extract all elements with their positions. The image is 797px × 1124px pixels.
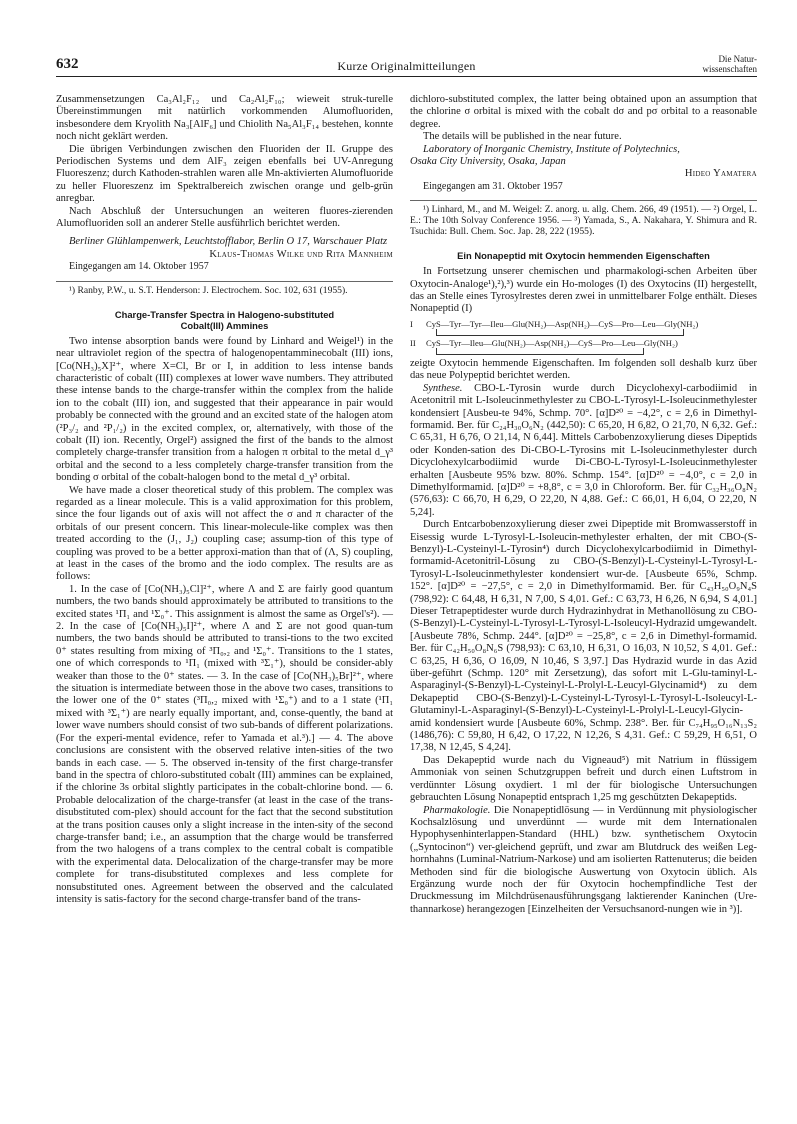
paragraph: 1. In the case of [Co(NH₃)₅Cl]²⁺, where Λ and Σ are fairly good quantum numbers, the two bands should approximately be attributed to transitions to the excited states ¹Π₁ and ¹Σ₀⁺. This assignment is almost the same as Orgel's²). — 2. In the case of [Co(NH₃)₅I]²⁺, where Λ and Σ are not good quan-tum numbers, the two bands should be attributed to transi-tions to the two excited 0⁺ states resulting from mixing of ³Π₀,₂ and ¹Σ₀⁺. Transitions to the 1 states, one of which corresponds to ¹Π₁ (mixed with ³Σ₁⁺), should be consider-ably weaker than those to the 0⁺ states. — 3. In the case of [Co(NH₃)₅Br]²⁺, where the situation is intermediate between those in the above two cases, transitions to the lower one of the 0⁺ states (³Π₀,₂ mixed with ¹Σ₀⁺) and to a 1 state (¹Π₁ mixed with ³Σ₁⁺) are nearly equally important, and, conse-quently, the band at lower wave numbers should consist of two sub-bands of different polarizations. (For the experi-mental evidence, refer to Yamada et al.³).] — 4. The above conclusions are consistent with the observed relative inten-sities of the two bands in each case. — 5. The observed in-tensity of the first charge-transfer band in the spectra of chloro-substituted cobalt (III) ammines can be explained, if the chlorine 3s orbital slightly participates in the cobalt-chlorine bond. — 6. Probable delocalization of the charge-transfer (at least in the case of the trans-disubstituted com-plex) should account for the fact that the second substitution at the trans position causes only a slight increase in the inten-sity of the second charge-transfer band; i.e., an assumption that the charge would be transferred from the two halogens of a trans complex to the central cobalt is compatible with the experimental data. Delocalization of the charge-transfer may be more complete for trans-disubstituted complexes and less complete for nonsubstituted ones. Agreement between the observed and the calculated intensity is satis-factory for the second charge-transfer band of the trans-: [56, 583, 393, 905]
disulfide-bridge: [436, 329, 684, 336]
journal-name: [703, 54, 757, 74]
paragraph: We have made a closer theoretical study of this problem. The complex was regarded as a linear molecule. This is a valid approximation for this problem, since the four ligands out of axis will not affect the σ and π character of the orbitals of our present concern. This linear-molecule-like complex was then treated according to the (J₁, J₂) coupling case; assump-tion of this type of coupling was proved to be a better approxi-mation than that of (Λ, S) coupling, at least in the cases of the bromo and the iodo complex. The results are as follows:: [56, 484, 393, 583]
formula-label: I: [410, 318, 413, 329]
author: Hideo Yamatera: [684, 168, 757, 180]
paragraph-body: Die Nonapeptidlösung — in Verdünnung mit physiologischer Kochsalzlösung und unverdünnt — wurde mit dem Internationalen Hypophysenhinterlappen-Standard (HHL) bzw. synthetischem Oxytocin („Syntocinon“) ver-gleichend geprüft, und zwar am Blutdruck des weißen Leg-hornhahns (Luminal-Natrium-Narkose) und am isolierten Rattenuterus; die beiden Methoden sind für die biologische Auswertung von Oxytocin üblich. Als Ergänzung wurde noch der für Oxytocin hochempfindliche Test der Druckmessung im Milchdrüsenausführungsgang laktierender Kaninchen (Ure-thannarkose) herangezogen [Einzelheiten der Versuchsanord-nungen wie in ³)].: [410, 804, 757, 915]
journal-name-line1: Die Natur-: [718, 54, 757, 64]
section-title-line1: Charge-Transfer Spectra in Halogeno-substituted: [114, 308, 335, 320]
paragraph: In Fortsetzung unserer chemischen und pharmakologi-schen Arbeiten über Oxytocin-Analoge¹),²),³) wurde ein Ho-mologes (I) des Oxytocins (II) hergestellt, das an Stelle eines Tyrosylrestes deren zwei in unmittelbarer Folge enthält. Dieses Nonapeptid (I): [410, 266, 757, 315]
journal-name-line2: wissenschaften: [702, 64, 757, 74]
section-title: Ein Nonapeptid mit Oxytocin hemmenden Eigenschaften: [457, 250, 710, 262]
affiliation-line2: Osaka City University, Osaka, Japan: [410, 156, 566, 168]
section-title-line2: Cobalt(III) Ammines: [180, 319, 269, 331]
left-column: [56, 94, 393, 906]
paragraph: [410, 383, 757, 519]
paragraph-lead: Pharmakologie.: [423, 804, 491, 816]
section-title: [56, 309, 393, 331]
formula-block: [410, 319, 757, 355]
affiliation: Berliner Glühlampenwerk, Leuchtstofflabor, Berlin O 17, Warschauer Platz: [69, 236, 388, 248]
page-number: 632: [56, 56, 79, 72]
formula-row: [410, 319, 757, 329]
paragraph: zeigte Oxytocin hemmende Eigenschaften. Im folgenden soll deshalb kurz über das neue Polypeptid berichtet werden.: [410, 357, 757, 382]
page-header: [56, 52, 757, 82]
paragraph-lead: Synthese.: [423, 382, 463, 394]
paragraph: Durch Entcarbobenzoxylierung dieser zwei Dipeptide mit Bromwasserstoff in Eisessig wurde L-Tyrosyl-L-Isoleucin-methylester erhalten, der mit CBO-(S-Benzyl)-L-Cysteinyl-L-Tyrosin⁴) durch Dicyclohexylcarbodiimid in Dimethyl-formamid-Acetonitril-Lösung zu CBO-(S-Benzyl)-L-Cysteinyl-L-Tyrosyl-L-Tyrosyl-L-Isoleucinmethylester kondensiert wur-de. [Ausbeute 65%, Schmp. 152°. [α]D²⁰ = −27,5°, c = 2,0 in Dimethylformamid. Ber. für C₄₃H₅₀O₉N₄S (798,92): C 64,48, H 6,31, N 7,00, S 4,01. Gef.: C 63,73, H 6,26, N 6,94, S 4,01.] Dieser Tetrapeptidester wurde durch Hydrazinhydrat in Methanollösung zu CBO-(S-Benzyl)-L-Cysteinyl-L-Tyrosyl-L-Tyrosyl-L-Isoleucyl-Hydrazid umgewandelt. [Ausbeute 78%, Schmp. 244°. [α]D²⁰ = −25,8°, c = 2,6 in Dimethyl-formamid. Ber. für C₄₂H₅₀O₈N₆S (798,93): C 63,10, H 6,31, O 16,03, N 10,52, S 4,01. Gef.: C 63,25, H 6,36, O 16,09, N 10,46, S 3,97.] Das Hydrazid wurde in das Azid über-geführt (Schmp. 120° mit Zersetzung), das sofort mit L-Glu-taminyl-L-Asparaginyl-(S-Benzyl)-L-Cysteinyl-L-Prolyl-L-Leucyl-Glycinamid⁴) zu dem Dekapeptid CBO-(S-Benzyl)-L-Cysteinyl-L-Tyrosyl-L-Tyrosyl-L-Isoleucyl-L-Glutaminyl-L-Asparaginyl-(S-Benzyl)-L-Cysteinyl-L-Prolyl-L-Leucyl-Glycin-amid kondensiert wurde [Ausbeute 60%, Schmp. 238°. Ber. für C₇₄H₉₅O₁₆N₁₃S₂ (1486,76): C 59,80, H 6,42, O 17,22, N 12,26, S 4,31. Gef.: C 59,29, H 6,51, O 17,38, N 12,45, S 4,24].: [410, 519, 757, 754]
paragraph: dichloro-substituted complex, the latter being obtained upon an assumption that the chlorine σ orbital is mixed with the cobalt dσ and pσ orbital to a reasonable degree.: [410, 94, 757, 130]
paragraph: [410, 805, 757, 917]
footnote: ¹) Ranby, P.W., u. S.T. Henderson: J. Electrochem. Soc. 102, 631 (1955).: [56, 281, 393, 296]
formula-row: [410, 338, 757, 348]
formula: CyS—Tyr—Ileu—Glu(NH₂)—Asp(NH₂)—CyS—Pro—Leu—Gly(NH₂): [426, 337, 678, 348]
right-column: [410, 94, 757, 916]
footnote: ¹) Linhard, M., and M. Weigel: Z. anorg. u. allg. Chem. 266, 49 (1951). — ²) Orgel, L. E.: The 10th Solvay Conference 1956. — ³) Yamada, S., A. Nakahara, Y. Shimura and R. Tsuchida: Bull. Chem. Soc. Jap. 28, 222 (1955).: [410, 200, 757, 237]
formula: CyS—Tyr—Tyr—Ileu—Glu(NH₂)—Asp(NH₂)—CyS—Pro—Leu—Gly(NH₂): [426, 318, 699, 329]
paragraph: Two intense absorption bands were found by Linhard and Weigel¹) in the near ultraviolet region of the spectra of halogenopentamminecobalt (III) ions, [Co(NH₃)₅X]²⁺, where X=Cl, Br or I, in addition to less intense bands characteristic of cobalt (III) complexes at lower wave numbers. They attributed these intense bands to the charge-transfer within the complex from the halide ion to the cobalt (III) ion, and suggested that their appearance in pair would probably be connected with the ground and an excited state of the halogen atom (²P₃/₂ and ²P₁/₂) in the excited complex, or, alternatively, with those of the cobalt (II) ion. Recently, Orgel²) assigned the first of the bands to the almost completely charge-transfer transition from a halogen π orbital to the metal d_γ³ orbital and the second to a less completely charge-transfer transition from the bonding σ orbital of the cobalt-halogen bond to the metal d_γ³ orbital.: [56, 335, 393, 484]
affiliation: [410, 144, 757, 169]
received-date: Eingegangen am 31. Oktober 1957: [423, 180, 563, 192]
affiliation-line1: Laboratory of Inorganic Chemistry, Institute of Polytechnics,: [423, 143, 680, 155]
paragraph: Zusammensetzungen Ca₃Al₂F₁₂ und Ca₂Al₂F₁₀; wieweit struk-turelle Übereinstimmungen mit natürlich vorkommenden Alumofluoriden, insbesondere dem Kryolith Na₃[AlF₆] und Chiolith Na₅Al₃F₁₄ bestehen, konnte noch nicht geklärt werden.: [56, 94, 393, 143]
paragraph: Die übrigen Verbindungen zwischen den Fluoriden der II. Gruppe des Periodischen Systems und dem AlF₃ zeigen ebenfalls bei UV-Anregung Fluoreszenz; durch Kathoden-strahlen waren alle Mn-aktivierten Alumofluoride zu heller Fluoreszenz im Spektralbereich zwischen orange und gelb-grün anregbar.: [56, 143, 393, 205]
paragraph: The details will be published in the near future.: [423, 131, 622, 143]
running-title: Kurze Originalmitteilungen: [337, 59, 476, 73]
paragraph-body: CBO-L-Tyrosin wurde durch Dicyclohexyl-carbodiimid in Acetonitril mit L-Isoleucinmethylester zu CBO-L-Tyrosyl-L-Isoleucinmethylester kondensiert [Ausbeu-te 94%, Schmp. 70°. [α]D²⁰ = −4,2°, c = 2,6 in Dimethyl-formamid. Ber. für C₂₄H₃₀O₆N₂ (442,50): C 65,20, H 6,82, O 21,70, N 6,32. Gef.: C 65,31, H 6,76, O 21,14, N 6,44]. Mittels Carbobenzoxylierung dieses Dipeptids oder Konden-sation des Di-CBO-L-Tyrosins mit L-Isoleucinmethylester durch Dicyclohexylcarbodiimid wurde Di-CBO-L-Tyrosyl-L-Isoleucinmethylester erhalten [Ausbeute 95% bzw. 80%. Schmp. 154°. [α]D²⁰ = −4,0°, c = 2,0 in Dimethylformamid. [α]D²⁰ = +8,8°, c = 3,0 in Chloroform. Ber. für C₃₂H₃₆O₈N₂ (576,63): C 66,70, H 6,29, O 22,20, N 4,88. Gef.: C 66,01, H 6,04, O 22,20, N 5,24].: [410, 382, 757, 518]
received-date: Eingegangen am 14. Oktober 1957: [69, 261, 209, 273]
paragraph: Nach Abschluß der Untersuchungen an weiteren fluores-zierenden Alumofluoriden soll an anderer Stelle ausführlich berichtet werden.: [56, 205, 393, 230]
formula-label: II: [410, 337, 416, 348]
authors: Klaus-Thomas Wilke und Rita Mannheim: [209, 248, 393, 260]
paragraph: Das Dekapeptid wurde nach du Vigneaud⁵) mit Natrium in flüssigem Ammoniak von seinen Schutzgruppen befreit und durch einen Luftstrom in verdünnter Lösung oxydiert. 1 ml der für biologische Untersuchungen gebrauchten Lösung Nonapeptid entsprach 1,25 mg geschützten Dekapeptids.: [410, 754, 757, 804]
header-rule: [56, 76, 757, 77]
disulfide-bridge: [436, 348, 644, 355]
